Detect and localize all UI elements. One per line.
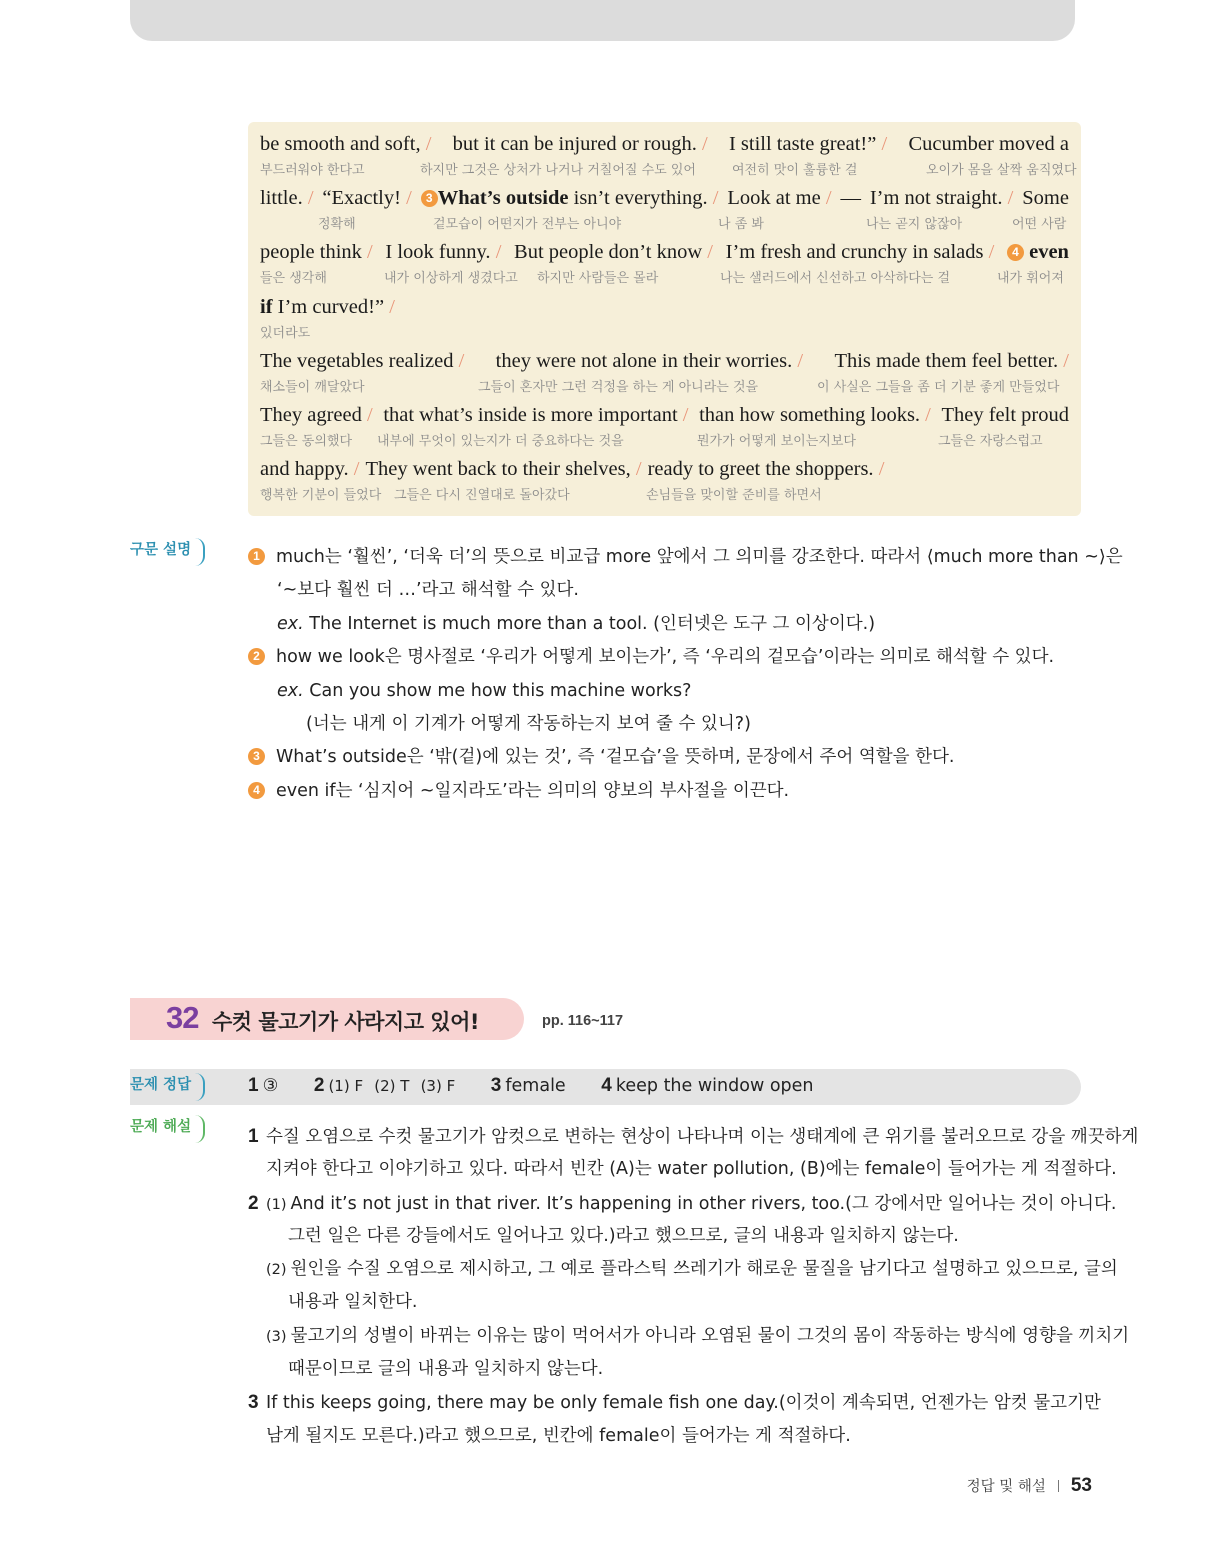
answer-bar (130, 1069, 1081, 1105)
english-line: be smooth and soft, / but it can be injured or rough. / I still taste great!” / Cucumber moved a (260, 133, 1069, 155)
footer-label: 정답 및 해설 (966, 1479, 1046, 1495)
solution-3: 3 If this keeps going, there may be only female fish one day.(이것이 계속되면, 언젠가는 암컷 물고기만 (248, 1392, 1101, 1414)
reading-line-2 (260, 184, 1069, 238)
grammar-item-1-example: ex. The Internet is much more than a tool. (인터넷은 도구 그 이상이다.) (277, 613, 876, 634)
korean-gloss-line: 그들은 동의했다 내부에 무엇이 있는지가 더 중요하다는 것을 뭔가가 어떻게 보이는지보다 그들은 자랑스럽고 (260, 433, 1043, 449)
reading-line-4 (260, 293, 1069, 347)
english-line: if I’m curved!” / (260, 295, 395, 318)
marker-3-icon: 3 (421, 190, 438, 207)
marker-4-icon: 4 (1007, 244, 1024, 261)
solution-explanation (248, 1120, 1139, 1453)
grammar-item-2-example: ex. Can you show me how this machine works? (277, 680, 692, 701)
solution-1-cont: 지켜야 한다고 이야기하고 있다. 따라서 빈칸 (A)는 water pollution, (B)에는 female이 들어가는 게 적절하다. (266, 1159, 1117, 1180)
answer-list (248, 1075, 844, 1097)
solution-tab-label: 문제 해설 (130, 1115, 205, 1143)
number-3-icon: 3 (248, 748, 265, 765)
reading-line-5 (260, 347, 1069, 401)
answer-tab-label: 문제 정답 (130, 1073, 205, 1101)
number-1-icon: 1 (248, 548, 265, 565)
section-header (130, 998, 524, 1040)
page-number: 53 (1070, 1475, 1092, 1496)
english-line: The vegetables realized / they were not alone in their worries. / This made them feel better. / (260, 349, 1069, 372)
answer-3: 3 female (490, 1075, 566, 1096)
korean-gloss-line: 있더라도 (260, 325, 311, 341)
solution-1: 1 수질 오염으로 수컷 물고기가 암컷으로 변하는 현상이 나타나며 이는 생태계에 큰 위기를 불러오므로 강을 깨끗하게 (248, 1126, 1139, 1147)
reading-line-6 (260, 401, 1069, 455)
english-line: and happy. / They went back to their shelves, / ready to greet the shoppers. / (260, 458, 885, 481)
solution-2-3: (3) 물고기의 성별이 바뀌는 이유는 많이 먹어서가 아니라 오염된 물이 그것의 몸이 작동하는 방식에 영향을 끼치기 (266, 1325, 1130, 1346)
number-2-icon: 2 (248, 648, 265, 665)
answer-1: 1 ③ (248, 1075, 279, 1096)
grammar-item-2: 2 how we look은 명사절로 ‘우리가 어떻게 보이는가’, 즉 ‘우리의 겉모습’이라는 의미로 해석할 수 있다. (248, 641, 1088, 674)
reading-line-1 (260, 130, 1077, 184)
korean-gloss-line: 들은 생각해 내가 이상하게 생겼다고 하지만 사람들은 몰라 나는 샐러드에서 신선하고 아삭하다는 걸 내가 휘어져 (260, 271, 1064, 287)
grammar-explanation (248, 541, 1123, 808)
english-line: little. / “Exactly! / 3 What’s outside isn’t everything. / Look at me / — I’m not straight. / Some (260, 187, 1069, 210)
grammar-item-4: 4 even if는 ‘심지어 ~일지라도’라는 의미의 양보의 부사절을 이끈다. (248, 775, 1088, 808)
korean-gloss-line: 부드러워야 한다고 하지만 그것은 상처가 나거나 거칠어질 수도 있어 여전히 맛이 훌륭한 걸 오이가 몸을 살짝 움직였다 (260, 163, 1077, 178)
footer-divider (1058, 1480, 1059, 1492)
english-line: They agreed / that what’s inside is more important / than how something looks. / They felt proud (260, 403, 1069, 426)
grammar-item-1-cont: ‘~보다 훨씬 더 …’라고 해석할 수 있다. (277, 580, 579, 601)
page-reference: pp. 116~117 (542, 1013, 624, 1029)
solution-3-cont: 남게 될지도 모른다.)라고 했으므로, 빈칸에 female이 들어가는 게 적절하다. (266, 1425, 851, 1446)
solution-2-3-cont: 때문이므로 글의 내용과 일치하지 않는다. (288, 1359, 604, 1380)
solution-2-2: (2) 원인을 수질 오염으로 제시하고, 그 예로 플라스틱 쓰레기가 해로운 물질을 남기다고 설명하고 있으므로, 글의 (266, 1259, 1118, 1280)
reading-line-7 (260, 455, 1069, 509)
number-4-icon: 4 (248, 782, 265, 799)
korean-gloss-line: 채소들이 깨달았다 그들이 혼자만 그런 걱정을 하는 게 아니라는 것을 이 사실은 그들을 좀 더 기분 좋게 만들었다 (260, 379, 1060, 395)
answer-2: 2 (1) F (2) T (3) F (313, 1075, 456, 1096)
top-decorative-bar (130, 0, 1075, 41)
grammar-item-2-translation: (너는 내게 이 기계가 어떻게 작동하는지 보여 줄 수 있니?) (306, 713, 751, 734)
grammar-item-3: 3 What’s outside은 ‘밖(겉)에 있는 것’, 즉 ‘겉모습’을 뜻하며, 문장에서 주어 역할을 한다. (248, 741, 1088, 774)
solution-2-2-cont: 내용과 일치한다. (288, 1292, 418, 1313)
page-footer (967, 1475, 1092, 1497)
section-title: 수컷 물고기가 사라지고 있어! (212, 1010, 479, 1034)
reading-line-3 (260, 238, 1069, 292)
solution-2-1: 2 (1) And it’s not just in that river. It’s happening in other rivers, too.(그 강에서만 일어나는 것이 아니다. (248, 1192, 1117, 1214)
answer-4: 4 keep the window open (601, 1075, 814, 1096)
korean-gloss-line: 행복한 기분이 들었다 그들은 다시 진열대로 돌아갔다 손님들을 맞이할 준비를 하면서 (260, 488, 822, 504)
section-number: 32 (166, 1000, 199, 1035)
english-line: people think / I look funny. / But people don’t know / I’m fresh and crunchy in salads / 4 even (260, 241, 1069, 264)
solution-2-1-cont: 그런 일은 다른 강들에서도 일어나고 있다.)라고 했으므로, 글의 내용과 일치하지 않는다. (288, 1225, 959, 1246)
grammar-item-1: 1 much는 ‘훨씬’, ‘더욱 더’의 뜻으로 비교급 more 앞에서 그 의미를 강조한다. 따라서 ⟨much more than ~⟩은 (248, 541, 1088, 574)
grammar-tab-label: 구문 설명 (130, 538, 205, 566)
reading-passage-box (248, 122, 1081, 516)
korean-gloss-line: 정확해 겉모습이 어떤지가 전부는 아니야 나 좀 봐 나는 곧지 않잖아 어떤 사람 (318, 217, 1067, 233)
